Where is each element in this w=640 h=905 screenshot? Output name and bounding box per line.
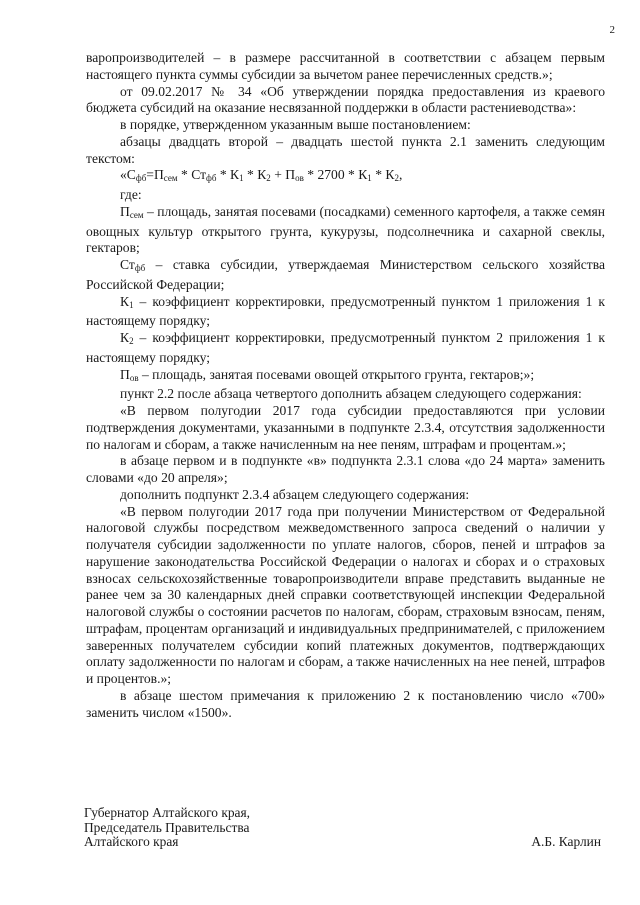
definition-k1: $К_1$ – коэффициент корректировки, предусмотренный пунктом 1 приложения 1 к настоящему порядку; <box>86 293 605 329</box>
definition-psem: $П_{сем}$ – площадь, занятая посевами (посадками) семенного картофеля, а также семян овощных культур открытого грунта, кукурузы, подсолнечника и сахарной свеклы, гектаров; <box>86 203 605 256</box>
formula-term-k2: $К_2$ <box>257 167 271 184</box>
paragraph-procedure-intro: в порядке, утвержденном указанным выше постановлением: <box>120 117 471 132</box>
page-number: 2 <box>609 24 615 36</box>
document-body <box>86 50 605 721</box>
signatory-title-line-3: Алтайского края <box>84 834 179 850</box>
formula-term-k1: $К_1$ <box>230 167 244 184</box>
paragraph-where: где: <box>120 187 142 202</box>
paragraph-clause-2-3-4-intro: дополнить подпункт 2.3.4 абзацем следующего содержания: <box>120 486 470 502</box>
formula-lhs: «$С_{фб}$ <box>120 167 147 184</box>
subsidy-formula: «$С_{фб}=П_{сем} * Ст_{фб} * К_1 * К_2 + П_{ов} * 2700 * К_1 * К_2$, <box>120 167 403 184</box>
paragraph-decree-reference: от 09.02.2017 № 34 «Об утверждении порядка предоставления из краевого бюджета субсидий на оказание несвязанной поддержки в области растениеводства»: <box>86 83 605 116</box>
paragraph-continuation: варопроизводителей – в размере рассчитанной в соответствии с абзацем первым настоящего пункта суммы субсидии за вычетом ранее перечисленных средств.»; <box>86 50 605 82</box>
signatory-name: А.Б. Карлин <box>531 834 601 850</box>
formula-term-k1-repeat: $К_1$ <box>358 167 372 184</box>
signature-block <box>84 806 605 850</box>
signatory-title-line-2: Председатель Правительства <box>84 819 250 835</box>
signatory-title-line-1: Губернатор Алтайского края, <box>84 805 250 820</box>
paragraph-note-number-change: в абзаце шестом примечания к приложению 2 к постановлению число «700» заменить числом «1500». <box>86 687 605 720</box>
definition-k2: $К_2$ – коэффициент корректировки, предусмотренный пунктом 2 приложения 1 к настоящему порядку; <box>86 330 605 365</box>
paragraph-deadline-change: в абзаце первом и в подпункте «в» подпункта 2.3.1 слова «до 24 марта» заменить словами «до 20 апреля»; <box>86 453 605 485</box>
definition-pov: $П_{ов}$ – площадь, занятая посевами овощей открытого грунта, гектаров;»; <box>120 366 535 383</box>
formula-term-pov: $П_{ов}$ <box>285 167 304 184</box>
formula-coefficient: 2700 <box>317 167 345 183</box>
paragraph-first-half-condition: «В первом полугодии 2017 года субсидии предоставляются при условии подтверждения документами, указанными в подпункте 2.3.4, отсутствия задолженности по налогам и сборам, а также начисленным на нее пеням, штрафам и процентам.»; <box>86 403 605 452</box>
formula-term-psem: $П_{сем}$ <box>153 167 178 184</box>
paragraph-tax-certificate: «В первом полугодии 2017 года при получении Министерством от Федеральной налоговой службы посредством межведомственного запроса сведений о наличии у получателя субсидии задолженности по уплате налогов, сборов, пеней и штрафов за нарушение законодательства Российской Федерации о налогах и сборах и о страховых взносах сельскохозяйственные товаропроизводители вправе представить выданные не ранее чем за 30 календарных дней справки соответствующей инспекции Федеральной налоговой службы о состоянии расчетов по налогам, сборам, страховым взносам, пеням, штрафам, процентам организаций и индивидуальных предпринимателей, с приложением заверенных получателем субсидии копий платежных документов, подтверждающих оплату задолженности по налогам и сборам, а также начисленных на нее пеней, штрафов и процентов.»; <box>86 503 605 686</box>
formula-term-stfb: $Ст_{фб}$ <box>191 167 217 184</box>
paragraph-replace-abzacy: абзацы двадцать второй – двадцать шестой пункта 2.1 заменить следующим текстом: <box>86 133 605 166</box>
definition-stfb: $Ст_{фб}$ – ставка субсидии, утверждаемая Министерством сельского хозяйства Российской Федерации; <box>86 257 605 292</box>
paragraph-clause-2-2: пункт 2.2 после абзаца четвертого дополнить абзацем следующего содержания: <box>120 386 582 402</box>
formula-term-k2-repeat: $К_2$ <box>385 167 399 184</box>
